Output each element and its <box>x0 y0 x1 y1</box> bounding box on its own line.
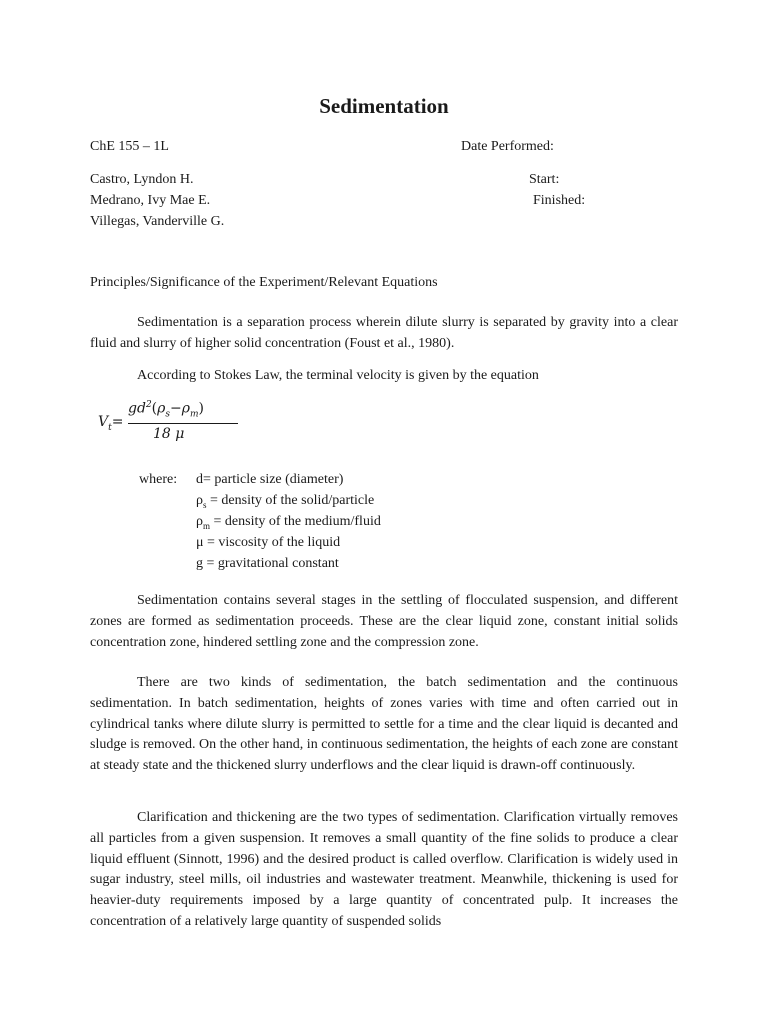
paragraph: According to Stokes Law, the terminal velocity is given by the equation <box>137 368 539 383</box>
definition-item: g = gravitational constant <box>196 556 339 571</box>
definition-item: μ = viscosity of the liquid <box>196 535 341 550</box>
definition-item: d= particle size (diameter) <box>196 472 344 487</box>
author-name: Medrano, Ivy Mae E. <box>90 193 211 208</box>
start-label: Start: <box>529 172 560 187</box>
course-code: ChE 155 – 1L <box>90 139 169 154</box>
equation-numerator: $gd^2(\rho_s-\rho_m)$ <box>128 400 204 420</box>
date-performed-label: Date Performed: <box>461 139 554 154</box>
where-label: where: <box>139 472 178 487</box>
section-heading: Principles/Significance of the Experiment/Relevant Equations <box>90 275 438 290</box>
paragraph: Clarification and thickening are the two types of sedimentation. Clarification virtually removes all particles from a given suspension. It removes a small quantity of the fine solids to produce a clear liquid effluent (Sinnott, 1996) and the desired product is called overflow. Clarification is widely used in sugar industry, steel mills, oil industries and wastewater treatment. Meanwhile, thickening is used for heavier-duty requirements imposed by a large quantity of concentrated pulp. It increases the concentration of a relatively large quantity of suspended solids <box>90 810 678 929</box>
definition-item: $\rho_s$ = density of the solid/particle <box>196 493 375 510</box>
paragraph: Sedimentation is a separation process wherein dilute slurry is separated by gravity into a clear fluid and slurry of higher solid concentration (Foust et al., 1980). <box>90 315 678 351</box>
author-name: Castro, Lyndon H. <box>90 172 194 187</box>
fraction-bar <box>128 423 238 424</box>
equation-denominator: 18 μ <box>153 426 185 442</box>
finished-label: Finished: <box>533 193 586 208</box>
paragraph: There are two kinds of sedimentation, the batch sedimentation and the continuous sedimentation. In batch sedimentation, heights of zones varies with time and often carried out in cylindrical tanks where dilute slurry is permitted to settle for a time and the clear liquid is decanted and sludge is removed. On the other hand, in continuous sedimentation, the heights of each zone are constant at steady state and the thickened slurry underflows and the clear liquid is drawn-off continuously. <box>90 675 678 774</box>
paragraph: Sedimentation contains several stages in the settling of flocculated suspension, and different zones are formed as sedimentation proceeds. These are the clear liquid zone, constant initial solids concentration zone, hindered settling zone and the compression zone. <box>90 593 678 650</box>
equation-lhs: $V_t=$ <box>98 414 124 433</box>
author-name: Villegas, Vanderville G. <box>90 214 225 229</box>
document-title: Sedimentation <box>319 94 449 118</box>
definition-item: $\rho_m$ = density of the medium/fluid <box>196 514 381 531</box>
